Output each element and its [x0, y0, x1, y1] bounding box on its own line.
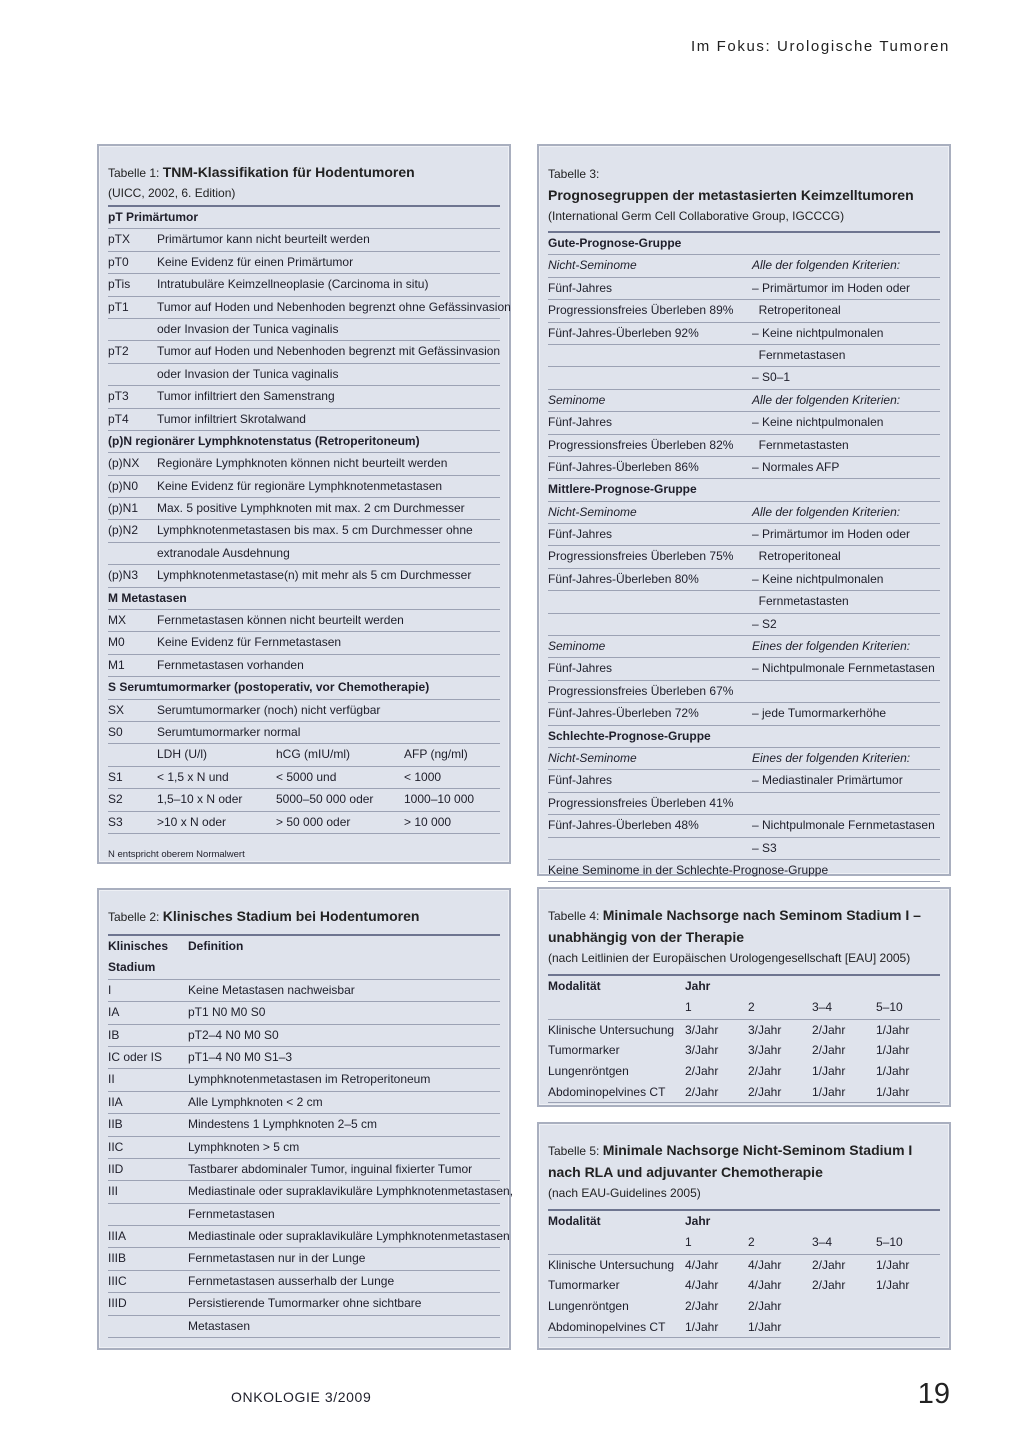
left-cell: Nicht-Seminome: [548, 258, 637, 273]
code-cell: S3: [108, 814, 123, 829]
value-cell: 1/Jahr: [876, 1063, 910, 1078]
col-header-jahr: Jahr: [685, 1214, 711, 1228]
criteria-cell: Eines der folgenden Kriterien:: [752, 750, 911, 765]
modality-cell: Klinische Untersuchung: [548, 1022, 675, 1037]
code-cell: M1: [108, 657, 125, 672]
table-row: [108, 1293, 500, 1315]
table-row: [548, 748, 940, 770]
text-cell: < 1,5 x N und: [157, 769, 229, 784]
table-row: [548, 1296, 940, 1317]
table-4-body: [548, 974, 940, 1103]
text-cell: 5000–50 000 oder: [276, 792, 374, 807]
group-header: Gute-Prognose-Gruppe: [548, 236, 682, 250]
table-2-caption: Tabelle 2: Klinisches Stadium bei Hodentumoren: [108, 908, 420, 924]
table-4-title: Minimale Nachsorge nach Seminom Stadium I –: [602, 907, 921, 923]
text-cell: < 1000: [404, 769, 442, 784]
year-cell: 5–10: [876, 1235, 903, 1250]
table-row: [108, 722, 500, 744]
left-cell: Progressionsfreies Überleben 82%: [548, 437, 734, 452]
table-4: Tabelle 4: Minimale Nachsorge nach Seminom Stadium I – unabhängig von der Therapie (nach Leitlinien der Europäischen Urologengesellschaft [EAU] 2005) Modalität Jahr 1 2 3–4 5–10 Klinische Untersuchung 3/Jahr 3/Jahr 2/Jahr 1/Jahr Tumormarker 3/Jahr 3/Jahr 2/Jahr 1/Jahr Lungenröntgen 2/Jahr 2/Jahr 1/Jahr 1/Jahr Abdominopelvines CT 2/Jahr 2/Jahr 1/Jahr 1/Jahr: [537, 887, 951, 1107]
table-row: [108, 1137, 500, 1159]
left-cell: Fünf-Jahres-Überleben 48%: [548, 818, 699, 833]
table-row: [108, 655, 500, 677]
stage-cell: III: [108, 1184, 119, 1199]
left-cell: Nicht-Seminome: [548, 504, 637, 519]
text-cell: LDH (U/l): [157, 747, 207, 762]
criteria-cell: Eines der folgenden Kriterien:: [752, 639, 911, 654]
code-cell: (p)NX: [108, 456, 140, 471]
year-row: [548, 1232, 940, 1254]
table-row: [108, 229, 500, 251]
table-row: [548, 703, 940, 725]
definition-cell: pT2–4 N0 M0 S0: [188, 1027, 279, 1042]
left-cell: Progressionsfreies Überleben 41%: [548, 795, 734, 810]
left-cell: Nicht-Seminome: [548, 750, 637, 765]
stage-cell: IIB: [108, 1117, 123, 1132]
table-row: [548, 1082, 940, 1103]
code-cell: SX: [108, 702, 125, 717]
text-cell: < 5000 und: [276, 769, 337, 784]
col-header-definition: Definition: [188, 939, 244, 953]
code-cell: S2: [108, 792, 123, 807]
table-row: [108, 476, 500, 498]
table-row: [108, 632, 500, 654]
table-row: [548, 435, 940, 457]
running-header: Im Fokus: Urologische Tumoren: [691, 38, 950, 55]
group-header-row: [548, 233, 940, 255]
table-row: [108, 1181, 514, 1203]
modality-cell: Tumormarker: [548, 1043, 620, 1058]
table-row: [548, 681, 940, 703]
text-cell: Tumor auf Hoden und Nebenhoden begrenzt mit Gefässinvasion: [157, 344, 501, 359]
value-cell: 2/Jahr: [748, 1084, 782, 1099]
table-row: [548, 457, 940, 479]
year-cell: 3–4: [812, 1235, 833, 1250]
text-cell: 1000–10 000: [404, 792, 475, 807]
stage-cell: IIID: [108, 1296, 127, 1311]
year-cell: 1: [685, 1000, 692, 1015]
definition-cell: Mindestens 1 Lymphknoten 2–5 cm: [188, 1117, 377, 1132]
table-row: [108, 453, 500, 475]
value-cell: 4/Jahr: [685, 1278, 719, 1293]
table-row: [108, 1271, 500, 1293]
stage-cell: IID: [108, 1161, 124, 1176]
code-cell: M0: [108, 635, 125, 650]
table-2-head: Klinisches Definition Stadium: [108, 934, 500, 980]
definition-cell: Fernmetastasen ausserhalb der Lunge: [188, 1273, 395, 1288]
criteria-cell: Alle der folgenden Kriterien:: [752, 504, 901, 519]
left-cell: Fünf-Jahres-Überleben 86%: [548, 459, 699, 474]
text-cell: > 50 000 oder: [276, 814, 351, 829]
table-row: [548, 1317, 940, 1338]
definition-cell: Alle Lymphknoten < 2 cm: [188, 1094, 323, 1109]
left-cell: Progressionsfreies Überleben 89%: [548, 303, 734, 318]
value-cell: 3/Jahr: [748, 1043, 782, 1058]
value-cell: 1/Jahr: [812, 1084, 846, 1099]
left-cell: Progressionsfreies Überleben 67%: [548, 683, 734, 698]
value-cell: 2/Jahr: [812, 1257, 846, 1272]
table-row: [108, 700, 500, 722]
section-header: S Serumtumormarker (postoperativ, vor Chemotherapie): [108, 680, 430, 695]
table-row: [548, 770, 940, 792]
value-cell: 1/Jahr: [876, 1084, 910, 1099]
table-row: [548, 1020, 940, 1041]
definition-cell: Fernmetastasen nur in der Lunge: [188, 1251, 366, 1266]
criteria-cell: – S3: [752, 840, 777, 855]
left-cell: Fünf-Jahres-Überleben 80%: [548, 571, 699, 586]
year-cell: 1: [685, 1235, 692, 1250]
group-header: Mittlere-Prognose-Gruppe: [548, 482, 697, 497]
table-row: [548, 793, 940, 815]
table-4-subtitle: (nach Leitlinien der Europäischen Urologengesellschaft [EAU] 2005): [548, 951, 911, 965]
table-4-caption: Tabelle 4: Minimale Nachsorge nach Seminom Stadium I –: [548, 907, 921, 923]
value-cell: 1/Jahr: [748, 1319, 782, 1334]
text-cell: Keine Evidenz für Fernmetastasen: [157, 635, 342, 650]
definition-cell: pT1–4 N0 M0 S1–3: [188, 1049, 293, 1064]
table-2-body: [108, 980, 514, 1338]
col-header-modalitaet: Modalität: [548, 979, 601, 993]
year-cell: 2: [748, 1235, 755, 1250]
left-cell: Fünf-Jahres-Überleben 72%: [548, 706, 699, 721]
table-row: [108, 274, 500, 296]
criteria-cell: – S2: [752, 616, 777, 631]
code-cell: (p)N2: [108, 523, 139, 538]
value-cell: 1/Jahr: [876, 1278, 910, 1293]
modality-cell: Lungenröntgen: [548, 1063, 629, 1078]
col-header-stadium: Klinisches: [108, 939, 169, 953]
criteria-cell: Fernmetastasten: [752, 594, 849, 609]
left-cell: Seminome: [548, 392, 606, 407]
table-3: [537, 144, 951, 876]
stage-cell: I: [108, 982, 112, 997]
criteria-cell: Retroperitoneal: [752, 549, 841, 564]
table-1-caption: Tabelle 1: TNM-Klassifikation für Hodentumoren: [108, 164, 415, 180]
table-row: [108, 1204, 500, 1226]
col-header-modalitaet: Modalität: [548, 1214, 601, 1228]
table-row: [548, 300, 940, 322]
stage-cell: IB: [108, 1027, 120, 1042]
text-cell: 1,5–10 x N oder: [157, 792, 243, 807]
value-cell: 2/Jahr: [685, 1063, 719, 1078]
code-cell: pTX: [108, 232, 131, 247]
text-cell: Intratubuläre Keimzellneoplasie (Carcinoma in situ): [157, 277, 429, 292]
criteria-cell: – S0–1: [752, 370, 791, 385]
text-cell: Tumor auf Hoden und Nebenhoden begrenzt ohne Gefässinvasion: [157, 299, 511, 314]
table-row: [108, 980, 500, 1002]
table-5-body: [548, 1209, 940, 1338]
text-cell: Max. 5 positive Lymphknoten mit max. 2 cm Durchmesser: [157, 501, 465, 516]
table-row: [108, 812, 500, 834]
text-cell: oder Invasion der Tunica vaginalis: [157, 366, 339, 381]
header-row: [548, 1211, 940, 1232]
definition-cell: Lymphknoten > 5 cm: [188, 1139, 300, 1154]
table-1-note: N entspricht oberem Normalwert: [108, 848, 245, 860]
code-cell: pT0: [108, 254, 129, 269]
criteria-cell: Alle der folgenden Kriterien:: [752, 258, 901, 273]
code-cell: pT4: [108, 411, 129, 426]
definition-cell: Mediastinale oder supraklavikuläre Lymphknotenmetastasen,: [188, 1184, 514, 1199]
left-cell: Fünf-Jahres: [548, 773, 613, 788]
code-cell: pT1: [108, 299, 129, 314]
text-cell: oder Invasion der Tunica vaginalis: [157, 321, 339, 336]
table-row: [108, 767, 500, 789]
value-cell: 2/Jahr: [748, 1298, 782, 1313]
year-row: [548, 997, 940, 1019]
table-1-subtitle: (UICC, 2002, 6. Edition): [108, 186, 236, 200]
table-row: [108, 1002, 500, 1024]
stage-cell: IIIB: [108, 1251, 127, 1266]
table-row: [108, 610, 500, 632]
stage-cell: IIC: [108, 1139, 124, 1154]
table-row: [108, 297, 511, 319]
value-cell: 1/Jahr: [876, 1022, 910, 1037]
table-row: [548, 323, 940, 345]
table-row: [108, 565, 500, 587]
code-cell: pT3: [108, 389, 129, 404]
modality-cell: Klinische Untersuchung: [548, 1257, 675, 1272]
table-row: [548, 502, 940, 524]
table-row: [548, 636, 940, 658]
group-header-row: [548, 726, 940, 748]
value-cell: 2/Jahr: [812, 1043, 846, 1058]
page-number: 19: [917, 1378, 950, 1410]
table-row: [108, 319, 500, 341]
criteria-cell: – jede Tumormarkerhöhe: [752, 706, 887, 721]
left-cell: Seminome: [548, 639, 606, 654]
year-cell: 3–4: [812, 1000, 833, 1015]
stage-cell: IC oder IS: [108, 1049, 163, 1064]
code-cell: (p)N1: [108, 501, 139, 516]
left-cell: Progressionsfreies Überleben 75%: [548, 549, 734, 564]
stage-cell: II: [108, 1072, 115, 1087]
left-cell: Fünf-Jahres: [548, 280, 613, 295]
section-header: (p)N regionärer Lymphknotenstatus (Retroperitoneum): [108, 433, 420, 448]
table-row: [108, 789, 500, 811]
table-row: [108, 1092, 500, 1114]
table-row: [108, 744, 500, 766]
table-row: [108, 341, 500, 363]
text-cell: hCG (mIU/ml): [276, 747, 350, 762]
table-row: [548, 860, 940, 882]
table-5-caption: Tabelle 5: Minimale Nachsorge Nicht-Seminom Stadium I: [548, 1142, 913, 1158]
table-row: [548, 546, 940, 568]
modality-cell: Abdominopelvines CT: [548, 1319, 666, 1334]
section-header: pT Primärtumor: [108, 210, 199, 224]
code-cell: S1: [108, 769, 123, 784]
text-cell: Tumor infiltriert den Samenstrang: [157, 389, 335, 404]
text-cell: AFP (ng/ml): [404, 747, 468, 762]
section-header-row: [108, 207, 500, 229]
value-cell: 2/Jahr: [685, 1084, 719, 1099]
definition-cell: pT1 N0 M0 S0: [188, 1005, 266, 1020]
table-row: [108, 1248, 500, 1270]
header-row: [548, 976, 940, 997]
value-cell: 4/Jahr: [685, 1257, 719, 1272]
text-cell: Tumor infiltriert Skrotalwand: [157, 411, 306, 426]
text-cell: Primärtumor kann nicht beurteilt werden: [157, 232, 370, 247]
section-header-row: [108, 588, 500, 610]
value-cell: 1/Jahr: [876, 1043, 910, 1058]
value-cell: 1/Jahr: [685, 1319, 719, 1334]
table-row: [548, 838, 940, 860]
table-1: [97, 144, 511, 864]
value-cell: 1/Jahr: [876, 1257, 910, 1272]
text-cell: Serumtumormarker (noch) nicht verfügbar: [157, 702, 381, 717]
text-cell: >10 x N oder: [157, 814, 227, 829]
definition-cell: Mediastinale oder supraklavikuläre Lymphknotenmetastasen: [188, 1229, 510, 1244]
text-cell: Fernmetastasen können nicht beurteilt werden: [157, 613, 404, 628]
text-cell: Keine Evidenz für regionäre Lymphknotenmetastasen: [157, 478, 443, 493]
group-header: Schlechte-Prognose-Gruppe: [548, 728, 711, 743]
journal-footer: ONKOLOGIE 3/2009: [231, 1389, 372, 1405]
table-row: [548, 345, 940, 367]
year-cell: 5–10: [876, 1000, 903, 1015]
table-row: [548, 412, 940, 434]
left-cell: Fünf-Jahres-Überleben 92%: [548, 325, 699, 340]
criteria-cell: – Keine nichtpulmonalen: [752, 325, 884, 340]
criteria-cell: – Keine nichtpulmonalen: [752, 415, 884, 430]
criteria-cell: – Nichtpulmonale Fernmetastasen: [752, 661, 935, 676]
table-3-subtitle: (International Germ Cell Collaborative Group, IGCCCG): [548, 209, 845, 223]
table-row: [548, 1040, 940, 1061]
code-cell: S0: [108, 724, 123, 739]
criteria-cell: – Nichtpulmonale Fernmetastasen: [752, 818, 935, 833]
table-row: [108, 252, 500, 274]
criteria-cell: Alle der folgenden Kriterien:: [752, 392, 901, 407]
section-header: M Metastasen: [108, 590, 187, 605]
value-cell: 4/Jahr: [748, 1278, 782, 1293]
table-1-title: TNM-Klassifikation für Hodentumoren: [162, 164, 415, 180]
value-cell: 3/Jahr: [685, 1043, 719, 1058]
value-cell: 4/Jahr: [748, 1257, 782, 1272]
value-cell: 2/Jahr: [812, 1278, 846, 1293]
definition-cell: Keine Metastasen nachweisbar: [188, 982, 355, 997]
criteria-cell: – Keine nichtpulmonalen: [752, 571, 884, 586]
code-cell: (p)N0: [108, 478, 139, 493]
table-3-body: [548, 231, 940, 882]
text-cell: extranodale Ausdehnung: [157, 545, 290, 560]
criteria-cell: Retroperitoneal: [752, 303, 841, 318]
table-row: [108, 1159, 500, 1181]
table-row: [108, 1226, 510, 1248]
col-header-jahr: Jahr: [685, 979, 711, 993]
text-cell: Regionäre Lymphknoten können nicht beurteilt werden: [157, 456, 448, 471]
text-cell: Lymphknotenmetastasen bis max. 5 cm Durchmesser ohne: [157, 523, 473, 538]
table-row: [548, 390, 940, 412]
criteria-cell: – Primärtumor im Hoden oder: [752, 527, 911, 542]
table-row: [108, 364, 500, 386]
table-row: [548, 569, 940, 591]
table-row: [108, 520, 500, 542]
table-row: [548, 367, 940, 389]
modality-cell: Tumormarker: [548, 1278, 620, 1293]
definition-cell: Metastasen: [188, 1318, 251, 1333]
code-cell: (p)N3: [108, 568, 139, 583]
table-row: [548, 278, 940, 300]
year-cell: 2: [748, 1000, 755, 1015]
code-cell: pTis: [108, 277, 131, 292]
modality-cell: Lungenröntgen: [548, 1298, 629, 1313]
left-cell: Fünf-Jahres: [548, 415, 613, 430]
table-row: [548, 524, 940, 546]
group-header-row: [548, 479, 940, 501]
table-row: [108, 1025, 500, 1047]
table-3-title: Prognosegruppen der metastasierten Keimzelltumoren: [548, 187, 914, 203]
definition-cell: Persistierende Tumormarker ohne sichtbare: [188, 1296, 422, 1311]
stage-cell: IIA: [108, 1094, 123, 1109]
left-cell: Fünf-Jahres: [548, 527, 613, 542]
value-cell: 2/Jahr: [812, 1022, 846, 1037]
table-row: [108, 1069, 500, 1091]
table-5-title: Minimale Nachsorge Nicht-Seminom Stadium I: [602, 1142, 913, 1158]
table-row: [548, 658, 940, 680]
text-cell: Fernmetastasen vorhanden: [157, 657, 304, 672]
left-cell: Keine Seminome in der Schlechte-Prognose-Gruppe: [548, 862, 829, 877]
table-row: [108, 409, 500, 431]
table-row: [108, 543, 500, 565]
table-row: [548, 815, 940, 837]
definition-cell: Tastbarer abdominaler Tumor, inguinal fixierter Tumor: [188, 1161, 473, 1176]
value-cell: 3/Jahr: [748, 1022, 782, 1037]
value-cell: 2/Jahr: [748, 1063, 782, 1078]
definition-cell: Fernmetastasen: [188, 1206, 275, 1221]
table-2: [97, 888, 514, 1350]
stage-cell: IA: [108, 1005, 120, 1020]
table-3-caption: Tabelle 3:: [548, 167, 600, 181]
criteria-cell: – Normales AFP: [752, 459, 840, 474]
text-cell: Keine Evidenz für einen Primärtumor: [157, 254, 354, 269]
code-cell: pT2: [108, 344, 129, 359]
table-row: [108, 498, 500, 520]
section-header-row: [108, 431, 500, 453]
table-row: [548, 1275, 940, 1296]
text-cell: Lymphknotenmetastase(n) mit mehr als 5 cm Durchmesser: [157, 568, 472, 583]
table-row: [548, 1061, 940, 1082]
table-2-title: Klinisches Stadium bei Hodentumoren: [162, 908, 420, 924]
value-cell: 1/Jahr: [812, 1063, 846, 1078]
criteria-cell: – Primärtumor im Hoden oder: [752, 280, 911, 295]
table-5-subtitle: (nach EAU-Guidelines 2005): [548, 1186, 701, 1200]
value-cell: 2/Jahr: [685, 1298, 719, 1313]
code-cell: MX: [108, 613, 126, 628]
table-row: [548, 255, 940, 277]
text-cell: > 10 000: [404, 814, 452, 829]
table-row: [108, 1047, 500, 1069]
text-cell: Serumtumormarker normal: [157, 724, 301, 739]
criteria-cell: – Mediastinaler Primärtumor: [752, 773, 903, 788]
criteria-cell: Fernmetastasten: [752, 437, 849, 452]
table-row: [548, 1255, 940, 1276]
stage-cell: IIIC: [108, 1273, 127, 1288]
section-header-row: [108, 677, 500, 699]
table-row: [548, 614, 940, 636]
value-cell: 3/Jahr: [685, 1022, 719, 1037]
left-cell: Fünf-Jahres: [548, 661, 613, 676]
stage-cell: IIIA: [108, 1229, 127, 1244]
table-row: [548, 591, 940, 613]
definition-cell: Lymphknotenmetastasen im Retroperitoneum: [188, 1072, 431, 1087]
table-row: [108, 1114, 500, 1136]
table-5: Tabelle 5: Minimale Nachsorge Nicht-Seminom Stadium I nach RLA und adjuvanter Chemotherapie (nach EAU-Guidelines 2005) Modalität Jahr 1 2 3–4 5–10 Klinische Untersuchung 4/Jahr 4/Jahr 2/Jahr 1/Jahr Tumormarker 4/Jahr 4/Jahr 2/Jahr 1/Jahr Lungenröntgen 2/Jahr 2/Jahr Abdominopelvines CT 1/Jahr 1/Jahr: [537, 1122, 951, 1350]
modality-cell: Abdominopelvines CT: [548, 1084, 666, 1099]
table-row: [108, 386, 500, 408]
criteria-cell: Fernmetastasen: [752, 347, 846, 362]
table-1-body: [108, 205, 511, 834]
table-row: [108, 1316, 500, 1338]
